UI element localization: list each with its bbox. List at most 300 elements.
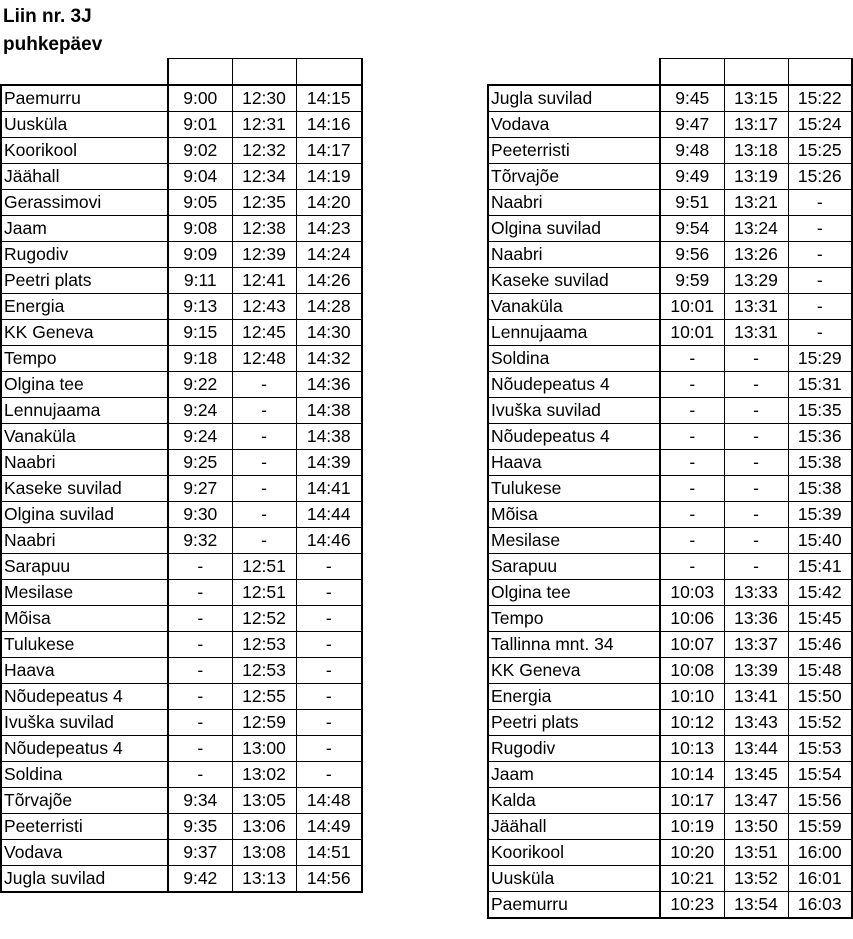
stop-name: Jaam xyxy=(488,762,660,788)
departure-time: 10:17 xyxy=(660,788,724,814)
stop-name: Lennujaama xyxy=(1,398,168,424)
departure-time: 10:12 xyxy=(660,710,724,736)
stop-name: Paemurru xyxy=(1,85,168,112)
stop-name: Soldina xyxy=(488,346,660,372)
table-row xyxy=(488,710,852,736)
departure-time: - xyxy=(724,424,788,450)
departure-time: 12:34 xyxy=(232,164,296,190)
table-row xyxy=(488,242,852,268)
table-row xyxy=(1,840,362,866)
departure-time: 9:49 xyxy=(660,164,724,190)
departure-time: 13:41 xyxy=(724,684,788,710)
stop-name: Tõrvajõe xyxy=(488,164,660,190)
table-row xyxy=(1,216,362,242)
departure-time: 13:21 xyxy=(724,190,788,216)
departure-time: 10:01 xyxy=(660,320,724,346)
departure-time: - xyxy=(232,424,296,450)
header-trip-cell xyxy=(724,59,788,86)
departure-time: 15:50 xyxy=(788,684,852,710)
table-row xyxy=(1,112,362,138)
stop-name: Kaseke suvilad xyxy=(1,476,168,502)
departure-time: 12:53 xyxy=(232,632,296,658)
stop-name: Peeterristi xyxy=(488,138,660,164)
departure-time: - xyxy=(724,450,788,476)
stop-name: Ivuška suvilad xyxy=(1,710,168,736)
departure-time: 10:10 xyxy=(660,684,724,710)
departure-time: 10:23 xyxy=(660,892,724,919)
stop-name: Energia xyxy=(1,294,168,320)
departure-time: 14:17 xyxy=(296,138,362,164)
departure-time: 9:05 xyxy=(168,190,232,216)
departure-time: 13:52 xyxy=(724,866,788,892)
stop-name: Tempo xyxy=(488,606,660,632)
table-row xyxy=(1,242,362,268)
stop-name: Jaam xyxy=(1,216,168,242)
table-row xyxy=(1,372,362,398)
departure-time: 12:32 xyxy=(232,138,296,164)
stop-name: Sarapuu xyxy=(1,554,168,580)
stop-name: Naabri xyxy=(1,450,168,476)
departure-time: 13:39 xyxy=(724,658,788,684)
departure-time: 13:51 xyxy=(724,840,788,866)
table-row xyxy=(1,528,362,554)
table-row xyxy=(1,320,362,346)
header-stop-cell xyxy=(1,59,168,86)
departure-time: - xyxy=(296,658,362,684)
departure-time: - xyxy=(724,476,788,502)
departure-time: 12:39 xyxy=(232,242,296,268)
stop-name: Jugla suvilad xyxy=(1,866,168,893)
table-row xyxy=(1,476,362,502)
stop-name: Rugodiv xyxy=(488,736,660,762)
table-row xyxy=(1,138,362,164)
departure-time: 13:26 xyxy=(724,242,788,268)
table-row xyxy=(1,294,362,320)
departure-time: 9:11 xyxy=(168,268,232,294)
table-row xyxy=(1,762,362,788)
departure-time: 12:59 xyxy=(232,710,296,736)
departure-time: 9:02 xyxy=(168,138,232,164)
departure-time: 14:32 xyxy=(296,346,362,372)
stop-name: Olgina tee xyxy=(488,580,660,606)
table-row xyxy=(1,502,362,528)
departure-time: 10:06 xyxy=(660,606,724,632)
departure-time: 9:27 xyxy=(168,476,232,502)
departure-time: - xyxy=(660,502,724,528)
departure-time: 12:55 xyxy=(232,684,296,710)
departure-time: - xyxy=(724,528,788,554)
departure-time: 15:35 xyxy=(788,398,852,424)
table-row xyxy=(488,788,852,814)
stop-name: KK Geneva xyxy=(488,658,660,684)
departure-time: 16:03 xyxy=(788,892,852,919)
stop-name: Ivuška suvilad xyxy=(488,398,660,424)
departure-time: 15:24 xyxy=(788,112,852,138)
table-row xyxy=(488,450,852,476)
table-row xyxy=(1,268,362,294)
stop-name: Paemurru xyxy=(488,892,660,919)
departure-time: - xyxy=(296,554,362,580)
departure-time: 12:51 xyxy=(232,554,296,580)
departure-time: 10:21 xyxy=(660,866,724,892)
departure-time: 9:42 xyxy=(168,866,232,893)
stop-name: Koorikool xyxy=(1,138,168,164)
departure-time: 13:29 xyxy=(724,268,788,294)
header-row xyxy=(488,59,852,86)
departure-time: 14:44 xyxy=(296,502,362,528)
departure-time: 15:48 xyxy=(788,658,852,684)
departure-time: - xyxy=(660,346,724,372)
stop-name: Koorikool xyxy=(488,840,660,866)
table-row xyxy=(488,684,852,710)
table-row xyxy=(1,606,362,632)
stop-name: Jäähall xyxy=(488,814,660,840)
stop-name: Peeterristi xyxy=(1,814,168,840)
stop-name: Uusküla xyxy=(488,866,660,892)
departure-time: 14:51 xyxy=(296,840,362,866)
departure-time: 14:24 xyxy=(296,242,362,268)
departure-time: 13:37 xyxy=(724,632,788,658)
table-row xyxy=(488,814,852,840)
table-row xyxy=(488,554,852,580)
table-row xyxy=(488,138,852,164)
departure-time: - xyxy=(660,398,724,424)
table-row xyxy=(1,710,362,736)
departure-time: - xyxy=(724,502,788,528)
departure-time: 14:15 xyxy=(296,85,362,112)
header-trip-cell xyxy=(660,59,724,86)
departure-time: 14:46 xyxy=(296,528,362,554)
table-row xyxy=(1,866,362,893)
departure-time: 15:46 xyxy=(788,632,852,658)
table-row xyxy=(1,164,362,190)
table-row xyxy=(488,112,852,138)
departure-time: 13:45 xyxy=(724,762,788,788)
departure-time: 9:45 xyxy=(660,85,724,112)
departure-time: 15:38 xyxy=(788,476,852,502)
stop-name: Sarapuu xyxy=(488,554,660,580)
route-title: Liin nr. 3J xyxy=(3,6,92,27)
departure-time: 14:20 xyxy=(296,190,362,216)
departure-time: 15:36 xyxy=(788,424,852,450)
header-trip-cell xyxy=(232,59,296,86)
departure-time: - xyxy=(788,294,852,320)
stop-name: Vanaküla xyxy=(488,294,660,320)
stop-name: Rugodiv xyxy=(1,242,168,268)
stop-name: Tallinna mnt. 34 xyxy=(488,632,660,658)
table-row xyxy=(488,528,852,554)
departure-time: - xyxy=(660,450,724,476)
table-row xyxy=(1,346,362,372)
departure-time: 15:26 xyxy=(788,164,852,190)
departure-time: - xyxy=(232,372,296,398)
departure-time: 15:31 xyxy=(788,372,852,398)
departure-time: 15:40 xyxy=(788,528,852,554)
departure-time: 15:42 xyxy=(788,580,852,606)
departure-time: 10:08 xyxy=(660,658,724,684)
table-row xyxy=(1,398,362,424)
table-row xyxy=(1,788,362,814)
departure-time: 13:13 xyxy=(232,866,296,893)
table-row xyxy=(488,216,852,242)
departure-time: 13:31 xyxy=(724,294,788,320)
stop-name: Uusküla xyxy=(1,112,168,138)
departure-time: 16:00 xyxy=(788,840,852,866)
departure-time: - xyxy=(168,762,232,788)
departure-time: - xyxy=(232,528,296,554)
table-row xyxy=(488,268,852,294)
departure-time: 14:49 xyxy=(296,814,362,840)
departure-time: 9:00 xyxy=(168,85,232,112)
departure-time: - xyxy=(168,710,232,736)
table-row xyxy=(488,85,852,112)
stop-name: Jugla suvilad xyxy=(488,85,660,112)
table-row xyxy=(488,424,852,450)
departure-time: 15:29 xyxy=(788,346,852,372)
departure-time: 15:39 xyxy=(788,502,852,528)
departure-time: 10:07 xyxy=(660,632,724,658)
departure-time: 10:13 xyxy=(660,736,724,762)
departure-time: 12:52 xyxy=(232,606,296,632)
departure-time: 13:05 xyxy=(232,788,296,814)
departure-time: 13:47 xyxy=(724,788,788,814)
departure-time: 10:19 xyxy=(660,814,724,840)
departure-time: 13:54 xyxy=(724,892,788,919)
departure-time: - xyxy=(788,268,852,294)
departure-time: - xyxy=(660,554,724,580)
departure-time: 10:01 xyxy=(660,294,724,320)
departure-time: 12:48 xyxy=(232,346,296,372)
departure-time: - xyxy=(168,658,232,684)
stop-name: Jäähall xyxy=(1,164,168,190)
departure-time: 9:37 xyxy=(168,840,232,866)
departure-time: - xyxy=(232,450,296,476)
stop-name: Mõisa xyxy=(488,502,660,528)
stop-name: Naabri xyxy=(1,528,168,554)
departure-time: 13:00 xyxy=(232,736,296,762)
stop-name: Kaseke suvilad xyxy=(488,268,660,294)
table-row xyxy=(488,866,852,892)
departure-time: - xyxy=(296,606,362,632)
departure-time: 9:22 xyxy=(168,372,232,398)
stop-name: Olgina suvilad xyxy=(488,216,660,242)
table-row xyxy=(1,684,362,710)
stop-name: Soldina xyxy=(1,762,168,788)
departure-time: 9:24 xyxy=(168,398,232,424)
stop-name: Nõudepeatus 4 xyxy=(1,684,168,710)
stop-name: Olgina tee xyxy=(1,372,168,398)
table-row xyxy=(488,398,852,424)
stop-name: Vodava xyxy=(488,112,660,138)
table-row xyxy=(488,632,852,658)
departure-time: 13:24 xyxy=(724,216,788,242)
departure-time: 14:16 xyxy=(296,112,362,138)
header-trip-cell xyxy=(296,59,362,86)
departure-time: - xyxy=(788,320,852,346)
departure-time: - xyxy=(296,580,362,606)
departure-time: 14:39 xyxy=(296,450,362,476)
departure-time: 15:25 xyxy=(788,138,852,164)
table-row xyxy=(1,554,362,580)
departure-time: 12:51 xyxy=(232,580,296,606)
departure-time: 16:01 xyxy=(788,866,852,892)
departure-time: 13:06 xyxy=(232,814,296,840)
departure-time: - xyxy=(296,684,362,710)
stop-name: Vodava xyxy=(1,840,168,866)
day-type-label: puhkepäev xyxy=(3,34,103,55)
departure-time: 15:56 xyxy=(788,788,852,814)
departure-time: - xyxy=(168,554,232,580)
departure-time: - xyxy=(168,606,232,632)
departure-time: 9:08 xyxy=(168,216,232,242)
table-row xyxy=(488,476,852,502)
stop-name: Mesilase xyxy=(488,528,660,554)
table-row xyxy=(1,658,362,684)
stop-name: Lennujaama xyxy=(488,320,660,346)
departure-time: 9:59 xyxy=(660,268,724,294)
departure-time: - xyxy=(168,736,232,762)
departure-time: - xyxy=(660,528,724,554)
table-row xyxy=(488,736,852,762)
departure-time: 14:36 xyxy=(296,372,362,398)
departure-time: 13:43 xyxy=(724,710,788,736)
departure-time: 15:52 xyxy=(788,710,852,736)
table-row xyxy=(488,840,852,866)
departure-time: - xyxy=(168,684,232,710)
table-row xyxy=(488,294,852,320)
table-row xyxy=(1,190,362,216)
departure-time: - xyxy=(788,242,852,268)
departure-time: 14:23 xyxy=(296,216,362,242)
stop-name: Tempo xyxy=(1,346,168,372)
departure-time: 15:22 xyxy=(788,85,852,112)
departure-time: 10:20 xyxy=(660,840,724,866)
departure-time: 9:04 xyxy=(168,164,232,190)
departure-time: - xyxy=(724,398,788,424)
departure-time: 12:38 xyxy=(232,216,296,242)
stop-name: Peetri plats xyxy=(488,710,660,736)
departure-time: 13:02 xyxy=(232,762,296,788)
departure-time: 9:15 xyxy=(168,320,232,346)
departure-time: - xyxy=(296,632,362,658)
stop-name: Nõudepeatus 4 xyxy=(488,424,660,450)
table-row xyxy=(1,736,362,762)
table-row xyxy=(488,346,852,372)
departure-time: - xyxy=(296,736,362,762)
departure-time: 12:41 xyxy=(232,268,296,294)
header-row xyxy=(1,59,362,86)
departure-time: 9:51 xyxy=(660,190,724,216)
stop-name: Nõudepeatus 4 xyxy=(1,736,168,762)
departure-time: 14:26 xyxy=(296,268,362,294)
table-row xyxy=(488,164,852,190)
departure-time: 9:47 xyxy=(660,112,724,138)
departure-time: 9:01 xyxy=(168,112,232,138)
stop-name: KK Geneva xyxy=(1,320,168,346)
stop-name: Peetri plats xyxy=(1,268,168,294)
departure-time: 9:34 xyxy=(168,788,232,814)
departure-time: 13:44 xyxy=(724,736,788,762)
stop-name: Vanaküla xyxy=(1,424,168,450)
stop-name: Naabri xyxy=(488,190,660,216)
departure-time: 15:54 xyxy=(788,762,852,788)
departure-time: - xyxy=(724,346,788,372)
stop-name: Naabri xyxy=(488,242,660,268)
table-row xyxy=(488,762,852,788)
departure-time: 9:48 xyxy=(660,138,724,164)
departure-time: 9:18 xyxy=(168,346,232,372)
departure-time: 9:24 xyxy=(168,424,232,450)
departure-time: 15:38 xyxy=(788,450,852,476)
table-row xyxy=(488,320,852,346)
departure-time: 13:15 xyxy=(724,85,788,112)
departure-time: 13:17 xyxy=(724,112,788,138)
stop-name: Tulukese xyxy=(1,632,168,658)
departure-time: 13:31 xyxy=(724,320,788,346)
stop-name: Gerassimovi xyxy=(1,190,168,216)
table-row xyxy=(488,606,852,632)
departure-time: 9:32 xyxy=(168,528,232,554)
departure-time: 9:56 xyxy=(660,242,724,268)
stop-name: Kalda xyxy=(488,788,660,814)
departure-time: 9:09 xyxy=(168,242,232,268)
stop-name: Mõisa xyxy=(1,606,168,632)
timetable-return xyxy=(487,58,853,919)
departure-time: - xyxy=(168,632,232,658)
departure-time: - xyxy=(232,502,296,528)
stop-name: Haava xyxy=(488,450,660,476)
departure-time: 9:13 xyxy=(168,294,232,320)
departure-time: - xyxy=(232,476,296,502)
header-trip-cell xyxy=(788,59,852,86)
departure-time: 14:38 xyxy=(296,424,362,450)
table-row xyxy=(488,892,852,919)
departure-time: 13:19 xyxy=(724,164,788,190)
departure-time: - xyxy=(724,372,788,398)
departure-time: - xyxy=(724,554,788,580)
stop-name: Tõrvajõe xyxy=(1,788,168,814)
departure-time: 10:14 xyxy=(660,762,724,788)
departure-time: 12:30 xyxy=(232,85,296,112)
table-row xyxy=(488,372,852,398)
table-row xyxy=(488,580,852,606)
table-row xyxy=(1,580,362,606)
departure-time: 15:59 xyxy=(788,814,852,840)
departure-time: 12:43 xyxy=(232,294,296,320)
stop-name: Olgina suvilad xyxy=(1,502,168,528)
header-trip-cell xyxy=(168,59,232,86)
departure-time: 12:31 xyxy=(232,112,296,138)
departure-time: 9:54 xyxy=(660,216,724,242)
departure-time: - xyxy=(296,762,362,788)
departure-time: - xyxy=(660,476,724,502)
departure-time: - xyxy=(660,424,724,450)
departure-time: 9:30 xyxy=(168,502,232,528)
stop-name: Haava xyxy=(1,658,168,684)
table-row xyxy=(1,814,362,840)
table-row xyxy=(488,658,852,684)
departure-time: - xyxy=(168,580,232,606)
table-row xyxy=(1,632,362,658)
departure-time: 15:53 xyxy=(788,736,852,762)
table-row xyxy=(488,190,852,216)
stop-name: Nõudepeatus 4 xyxy=(488,372,660,398)
departure-time: 12:45 xyxy=(232,320,296,346)
departure-time: - xyxy=(232,398,296,424)
table-row xyxy=(1,85,362,112)
timetable-outbound xyxy=(0,58,363,893)
table-row xyxy=(1,450,362,476)
